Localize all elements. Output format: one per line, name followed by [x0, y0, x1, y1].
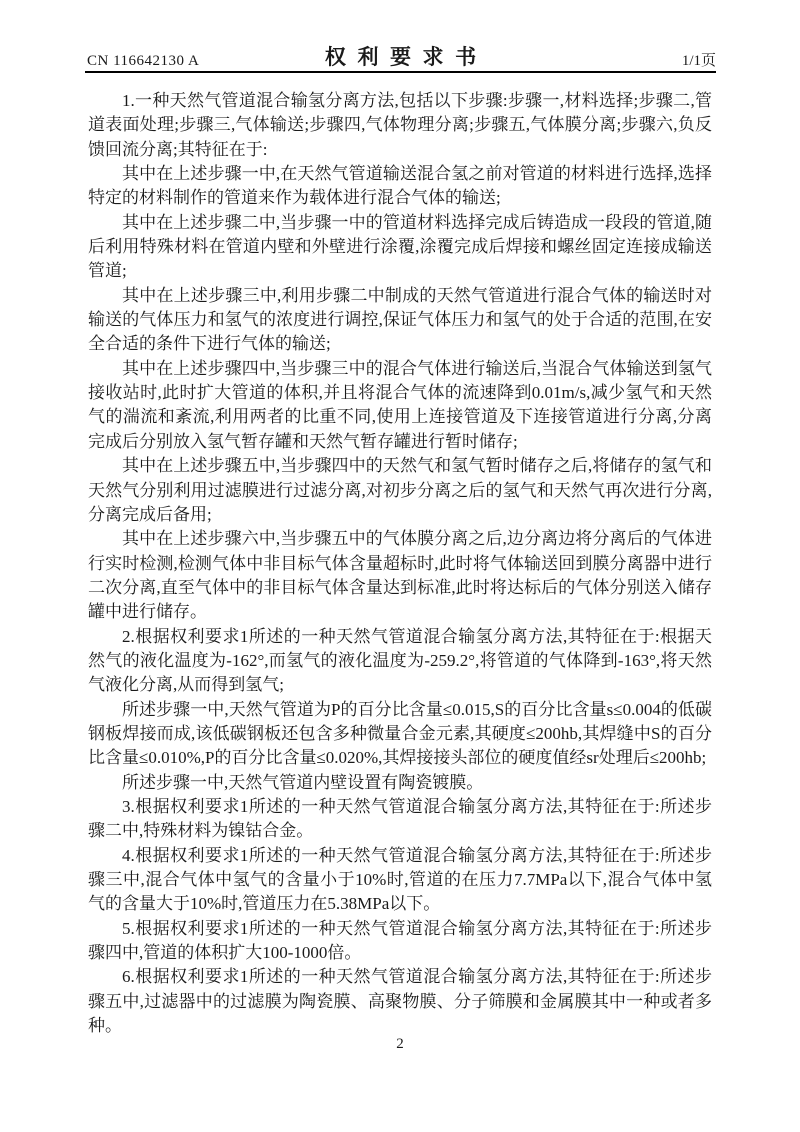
claim-paragraph: 3.根据权利要求1所述的一种天然气管道混合输氢分离方法,其特征在于:所述步骤二中,特殊材料为镍钴合金。	[88, 796, 712, 841]
claims-body	[88, 89, 712, 1038]
page-number: 2	[396, 1036, 404, 1052]
claim-paragraph: 其中在上述步骤三中,利用步骤二中制成的天然气管道进行混合气体的输送时对输送的气体压力和氢气的浓度进行调控,保证气体压力和氢气的处于合适的范围,在安全合适的条件下进行气体的输送;	[88, 285, 712, 354]
claim-paragraph: 4.根据权利要求1所述的一种天然气管道混合输氢分离方法,其特征在于:所述步骤三中,混合气体中氢气的含量小于10%时,管道的在压力7.7MPa以下,混合气体中氢气的含量大于10%时,管道压力在5.38MPa以下。	[88, 845, 712, 914]
doc-title-wrap	[85, 41, 716, 71]
publication-number: CN 116642130 A	[87, 53, 200, 69]
claim-paragraph: 其中在上述步骤一中,在天然气管道输送混合氢之前对管道的材料进行选择,选择特定的材料制作的管道来作为载体进行混合气体的输送;	[88, 164, 712, 208]
claim-paragraph: 其中在上述步骤五中,当步骤四中的天然气和氢气暂时储存之后,将储存的氢气和天然气分别利用过滤膜进行过滤分离,对初步分离之后的氢气和天然气再次进行分离,分离完成后备用;	[88, 456, 712, 524]
claim-paragraph: 5.根据权利要求1所述的一种天然气管道混合输氢分离方法,其特征在于:所述步骤四中,管道的体积扩大100-1000倍。	[88, 918, 712, 963]
page-indicator: 1/1页	[681, 53, 716, 69]
page-header	[85, 44, 716, 70]
claim-paragraph: 1.一种天然气管道混合输氢分离方法,包括以下步骤:步骤一,材料选择;步骤二,管道表面处理;步骤三,气体输送;步骤四,气体物理分离;步骤五,气体膜分离;步骤六,负反馈回流分离;其特征在于:	[88, 91, 712, 159]
header-divider	[85, 71, 716, 73]
claim-paragraph: 其中在上述步骤六中,当步骤五中的气体膜分离之后,边分离边将分离后的气体进行实时检测,检测气体中非目标气体含量超标时,此时将气体输送回到膜分离器中进行二次分离,直至气体中的非目标气体含量达到标准,此时将达标后的气体分别送入储存罐中进行储存。	[88, 529, 712, 622]
claim-paragraph: 其中在上述步骤二中,当步骤一中的管道材料选择完成后铸造成一段段的管道,随后利用特殊材料在管道内壁和外壁进行涂覆,涂覆完成后焊接和螺丝固定连接成输送管道;	[88, 212, 712, 281]
claim-paragraph: 2.根据权利要求1所述的一种天然气管道混合输氢分离方法,其特征在于:根据天然气的液化温度为-162°,而氢气的液化温度为-259.2°,将管道的气体降到-163°,将天然气液化分离,从而得到氢气;	[88, 626, 712, 695]
claim-paragraph: 所述步骤一中,天然气管道内壁设置有陶瓷镀膜。	[122, 772, 484, 792]
page-footer	[0, 1036, 800, 1053]
claim-paragraph: 6.根据权利要求1所述的一种天然气管道混合输氢分离方法,其特征在于:所述步骤五中,过滤器中的过滤膜为陶瓷膜、高聚物膜、分子筛膜和金属膜其中一种或者多种。	[88, 967, 712, 1036]
claim-paragraph: 其中在上述步骤四中,当步骤三中的混合气体进行输送后,当混合气体输送到氢气接收站时,此时扩大管道的体积,并且将混合气体的流速降到0.01m/s,减少氢气和天然气的湍流和紊流,利用两者的比重不同,使用上连接管道及下连接管道进行分离,分离完成后分别放入氢气暂存罐和天然气暂存罐进行暂时储存;	[88, 358, 712, 451]
document-title: 权利要求书	[324, 45, 488, 69]
claim-paragraph: 所述步骤一中,天然气管道为P的百分比含量≤0.015,S的百分比含量s≤0.004的低碳钢板焊接而成,该低碳钢板还包含多种微量合金元素,其硬度≤200hb,其焊缝中S的百分比含量≤0.010%,P的百分比含量≤0.020%,其焊接接头部位的硬度值经sr处理后≤200hb;	[88, 699, 712, 768]
